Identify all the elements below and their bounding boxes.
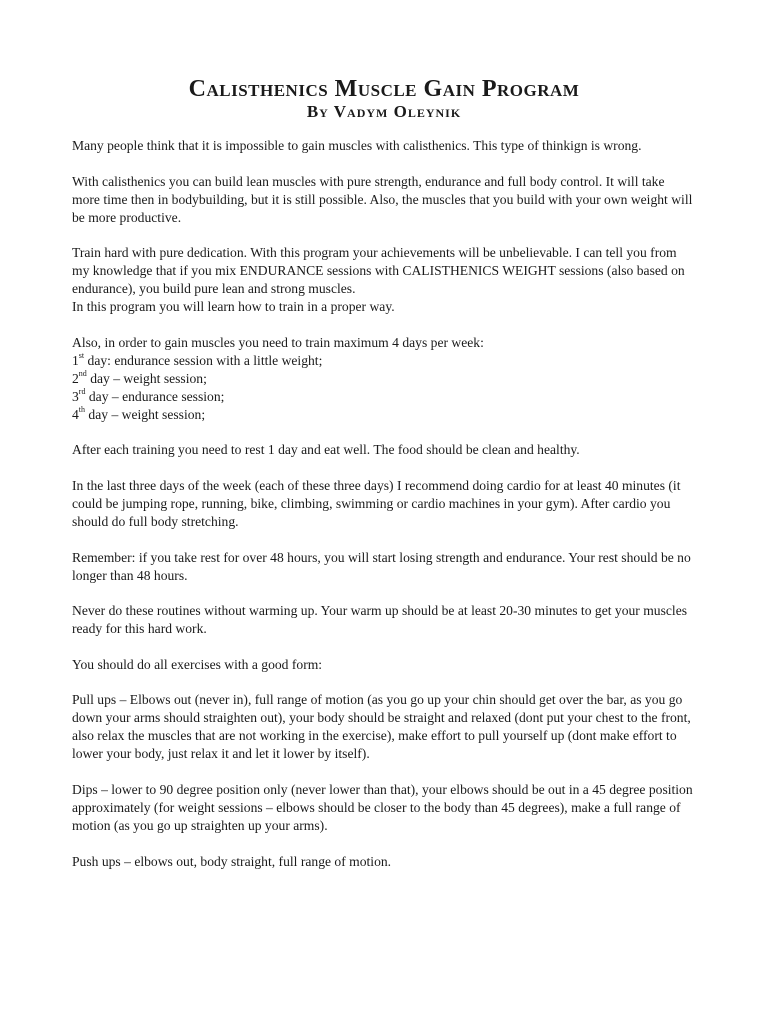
schedule-day xyxy=(72,406,694,424)
schedule-intro: Also, in order to gain muscles you need to train maximum 4 days per week: xyxy=(72,334,484,350)
schedule-day-number: 4 xyxy=(72,406,79,422)
schedule-day xyxy=(72,352,694,370)
paragraph-warm-up: Never do these routines without warming up. Your warm up should be at least 20-30 minutes to get your muscles ready for this hard work. xyxy=(72,603,688,637)
schedule-day-text: day – endurance session; xyxy=(85,388,225,404)
paragraph-proper-way: In this program you will learn how to train in a proper way. xyxy=(72,299,395,315)
paragraph-remember: Remember: if you take rest for over 48 hours, you will start losing strength and endurance. Your rest should be no longer than 48 hours. xyxy=(72,549,691,583)
paragraph-cardio: In the last three days of the week (each of these three days) I recommend doing cardio for at least 40 minutes (it could be jumping rope, running, bike, climbing, swimming or cardio machines in your gym). After cardio you should do full body stretching. xyxy=(72,477,681,529)
schedule-day-suffix: nd xyxy=(78,369,87,379)
schedule-day xyxy=(72,370,694,388)
paragraph-schedule xyxy=(72,334,694,424)
schedule-day-suffix: st xyxy=(78,351,85,361)
document-author: By Vadym Oleynik xyxy=(306,102,462,121)
schedule-day-suffix: th xyxy=(78,405,86,415)
document-body xyxy=(72,137,694,888)
paragraph-good-form: You should do all exercises with a good form: xyxy=(72,656,323,672)
schedule-day-suffix: rd xyxy=(78,387,86,397)
schedule-day-number: 2 xyxy=(72,370,79,386)
schedule-day-text: day – weight session; xyxy=(85,406,206,422)
paragraph-lean-muscles: With calisthenics you can build lean muscles with pure strength, endurance and full body control. It will take more time then in bodybuilding, but it is still possible. Also, the muscles that you build with your own weight will be more productive. xyxy=(72,173,693,225)
schedule-day-number: 3 xyxy=(72,388,79,404)
paragraph-pull-ups: Pull ups – Elbows out (never in), full range of motion (as you go up your chin should get over the bar, as you go down your arms should straighten out), your body should be straight and relaxed (dont put your chest to the front, also relax the muscles that are not working in the exercise), make effort to pull yourself up (dont make effort to lower your body, just relax it and let it lower by itself). xyxy=(72,692,691,762)
paragraph-train-hard-text: Train hard with pure dedication. With this program your achievements will be unbelievable. I can tell you from my knowledge that if you mix ENDURANCE sessions with CALISTHENICS WEIGHT sessions (also based on endurance), you build pure lean and strong muscles. xyxy=(72,245,685,297)
document-title: Calisthenics Muscle Gain Program xyxy=(188,76,580,102)
schedule-day-number: 1 xyxy=(72,352,79,368)
schedule-day-text: day: endurance session with a little weight; xyxy=(84,352,323,368)
schedule-day xyxy=(72,388,694,406)
paragraph-dips: Dips – lower to 90 degree position only (never lower than that), your elbows should be out in a 45 degree position approximately (for weight sessions – elbows should be closer to the body than 45 degrees), make a full range of motion (as you go up straighten up your arms). xyxy=(72,781,693,833)
paragraph-train-hard xyxy=(72,244,694,316)
paragraph-push-ups: Push ups – elbows out, body straight, full range of motion. xyxy=(72,853,392,869)
paragraph-rest: After each training you need to rest 1 day and eat well. The food should be clean and healthy. xyxy=(72,442,580,458)
schedule-day-text: day – weight session; xyxy=(86,370,207,386)
paragraph-intro: Many people think that it is impossible to gain muscles with calisthenics. This type of thinkign is wrong. xyxy=(72,138,642,153)
